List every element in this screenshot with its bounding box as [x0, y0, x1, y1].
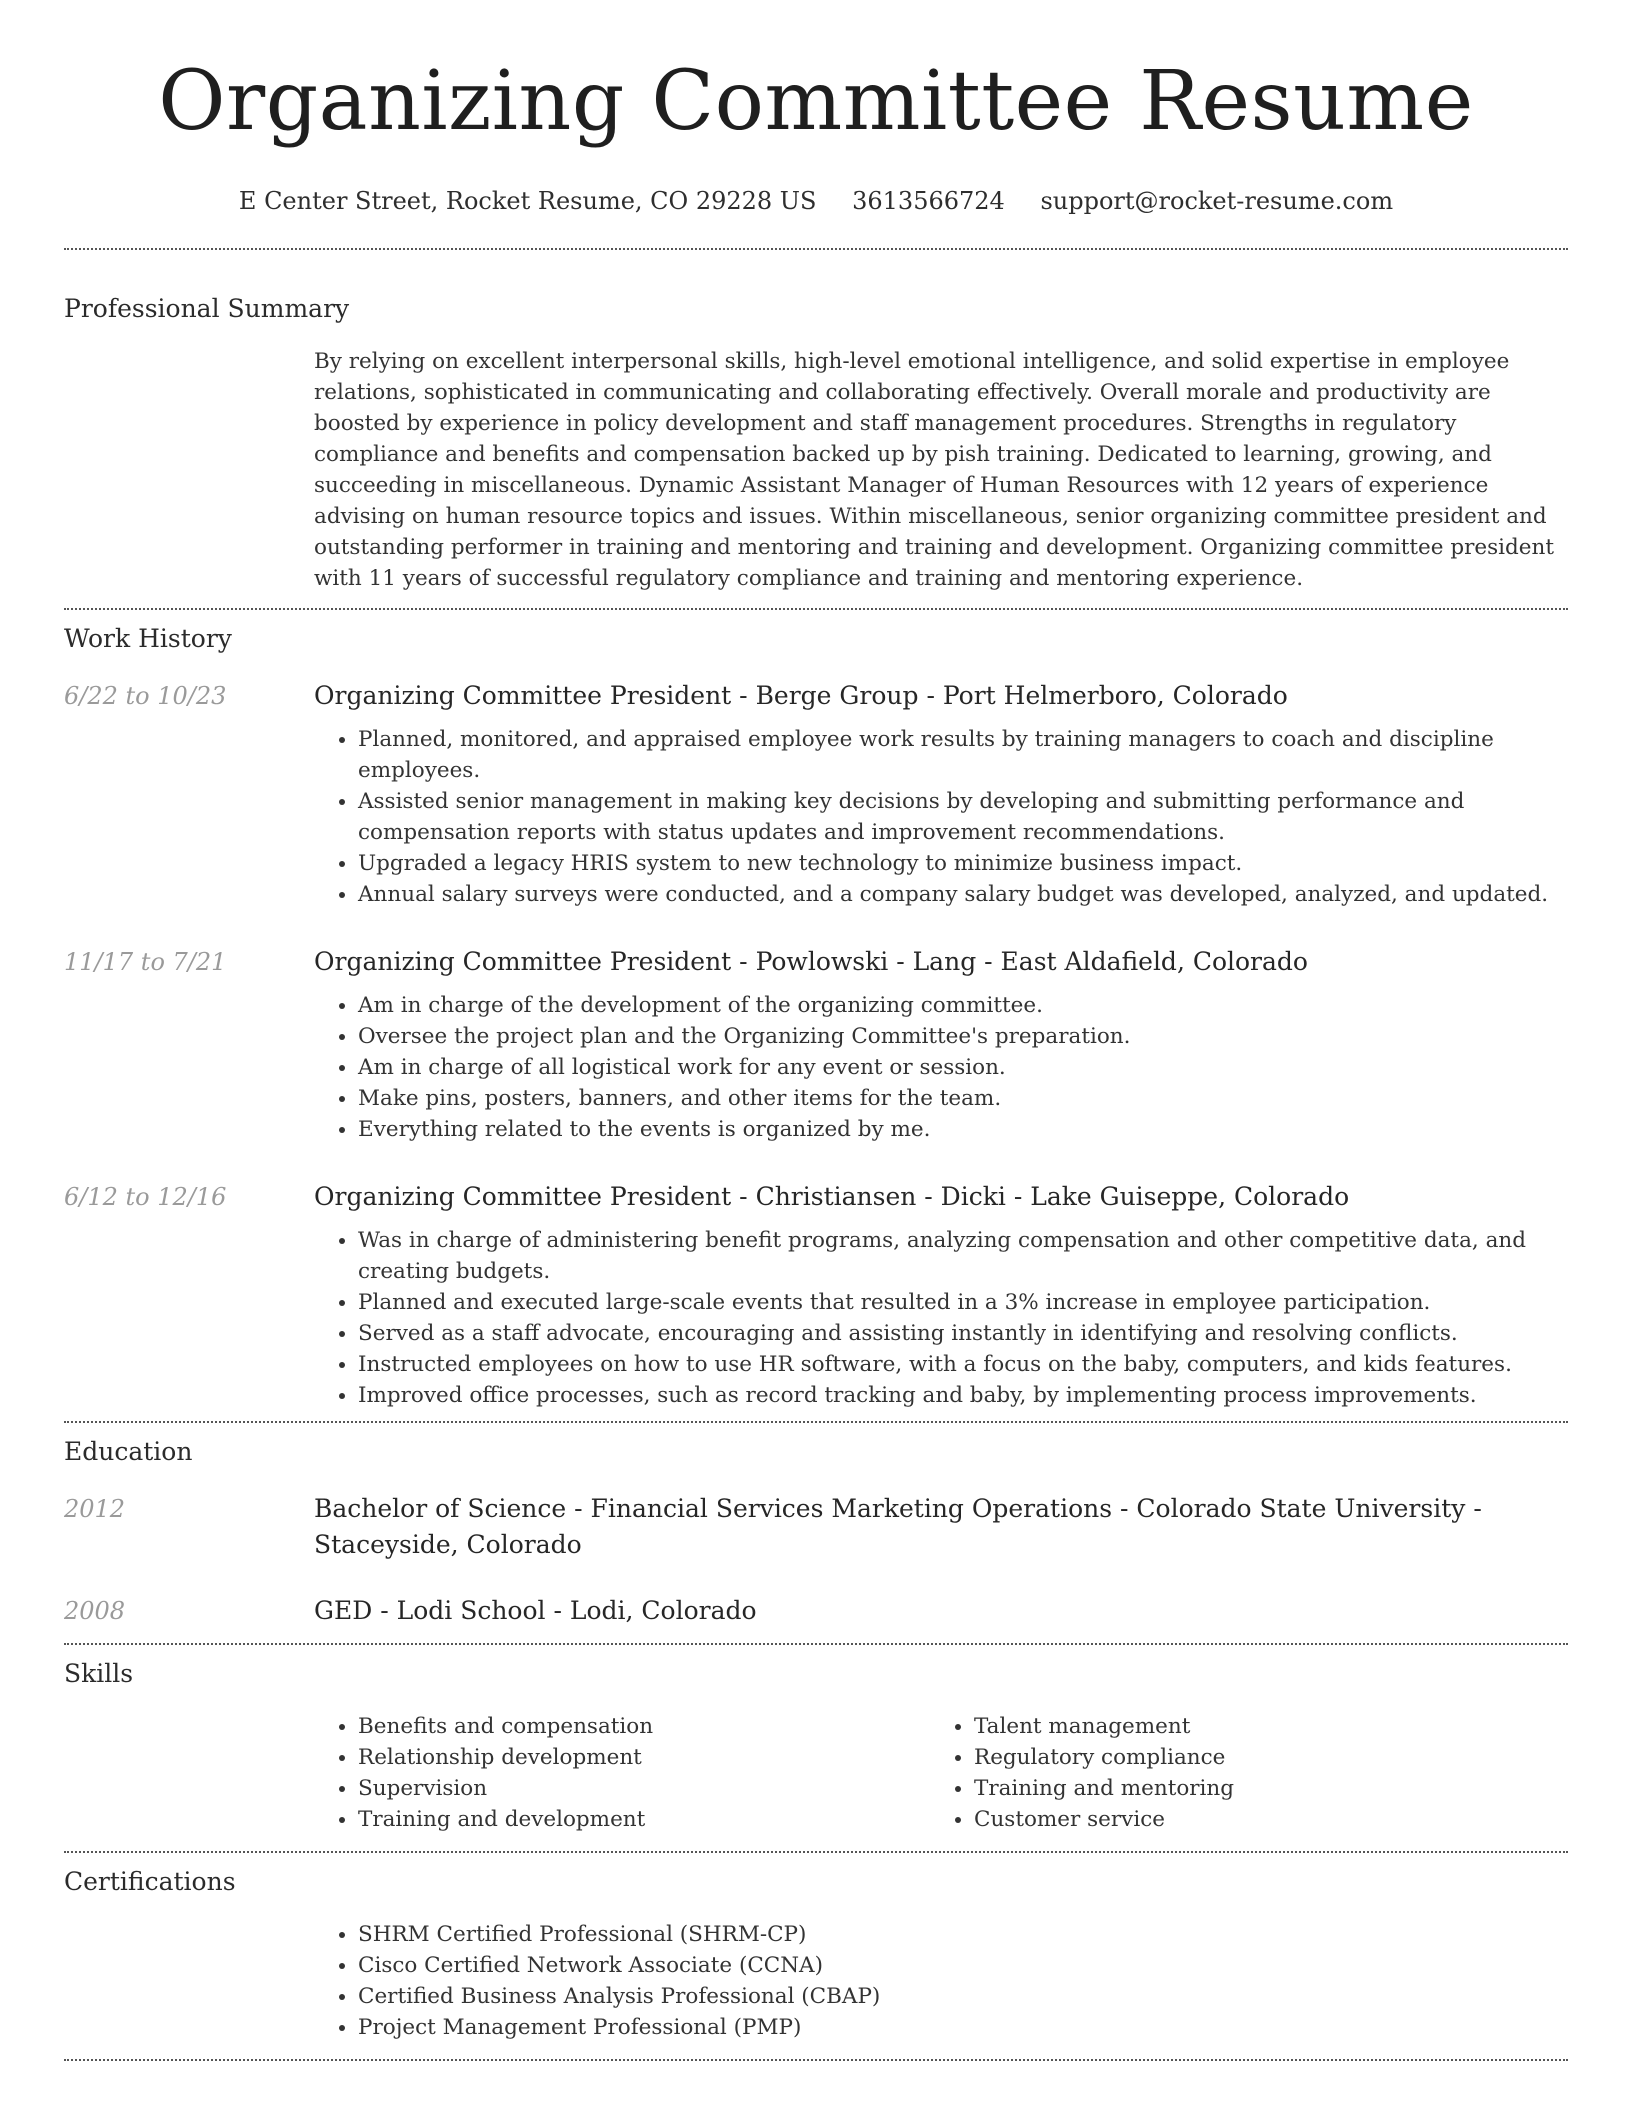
work-bullet: • Oversee the project plan and the Organizing Committee's preparation.: [358, 1021, 1568, 1052]
work-bullet: • Assisted senior management in making key decisions by developing and submitting performance and compensation reports with status updates and improvement recommendations.: [358, 786, 1568, 848]
skill-item: • Supervision: [358, 1773, 930, 1804]
contact-phone: 3613566724: [852, 187, 1005, 215]
skill-item: • Training and development: [358, 1804, 930, 1835]
contact-address: E Center Street, Rocket Resume, CO 29228 US: [238, 187, 817, 215]
work-bullet: • Am in charge of all logistical work for any event or session.: [358, 1052, 1568, 1083]
work-bullet: • Everything related to the events is organized by me.: [358, 1114, 1568, 1145]
work-section-title: Work History: [64, 624, 232, 653]
skill-item: • Customer service: [974, 1804, 1234, 1835]
work-bullet: • Upgraded a legacy HRIS system to new technology to minimize business impact.: [358, 848, 1568, 879]
work-date: 6/12 to 12/16: [64, 1183, 227, 1211]
summary-text: By relying on excellent interpersonal skills, high-level emotional intelligence, and solid expertise in employee relations, sophisticated in communicating and collaborating effectively. Overall morale and productivity are boosted by experience in policy development and staff management procedures. Strengths in regulatory compliance and benefits and compensation backed up by pish training. Dedicated to learning, growing, and succeeding in miscellaneous. Dynamic Assistant Manager of Human Resources with 12 years of experience advising on human resource topics and issues. Within miscellaneous, senior organizing committee president and outstanding performer in training and mentoring and training and development. Organizing committee president with 11 years of successful regulatory compliance and training and mentoring experience.: [314, 349, 1554, 591]
work-date: 11/17 to 7/21: [64, 948, 227, 976]
work-bullet: • Improved office processes, such as record tracking and baby, by implementing process improvements.: [358, 1380, 1568, 1411]
work-heading: Organizing Committee President - Christiansen - Dicki - Lake Guiseppe, Colorado: [314, 1182, 1350, 1211]
skill-item: • Talent management: [974, 1711, 1234, 1742]
education-entry: [64, 1593, 1568, 1629]
work-heading: Organizing Committee President - Berge Group - Port Helmerboro, Colorado: [314, 681, 1288, 710]
work-entry: [64, 944, 1568, 1145]
certification-item: • Cisco Certified Network Associate (CCNA): [358, 1950, 1568, 1981]
skills-column-right: [930, 1711, 1234, 1835]
section-divider: [64, 608, 1568, 610]
certification-item: • SHRM Certified Professional (SHRM-CP): [358, 1919, 1568, 1950]
resume-title: Organizing Committee Resume: [158, 54, 1474, 149]
education-date: 2012: [64, 1495, 126, 1523]
education-entries: [64, 1491, 1568, 1629]
education-body: [314, 1491, 1568, 1563]
contact-line: [64, 186, 1568, 216]
education-section-title: Education: [64, 1437, 193, 1466]
skill-item: • Benefits and compensation: [358, 1711, 930, 1742]
section-divider: [64, 2059, 1568, 2061]
skills-section-title: Skills: [64, 1659, 134, 1688]
section-divider: [64, 1851, 1568, 1853]
work-bullet: • Am in charge of the development of the organizing committee.: [358, 990, 1568, 1021]
work-bullet: • Served as a staff advocate, encouraging and assisting instantly in identifying and resolving conflicts.: [358, 1318, 1568, 1349]
certification-item: • Certified Business Analysis Professional (CBAP): [358, 1981, 1568, 2012]
education-date: 2008: [64, 1597, 126, 1625]
work-entry: [64, 678, 1568, 910]
work-bullets: [314, 990, 1568, 1145]
skills-column-left: [314, 1711, 930, 1835]
work-bullet: • Planned, monitored, and appraised employee work results by training managers to coach and discipline employees.: [358, 724, 1568, 786]
education-body: [314, 1593, 1568, 1629]
work-bullet: • Was in charge of administering benefit programs, analyzing compensation and other competitive data, and creating budgets.: [358, 1225, 1568, 1287]
skill-item: • Training and mentoring: [974, 1773, 1234, 1804]
work-bullet: • Instructed employees on how to use HR software, with a focus on the baby, computers, and kids features.: [358, 1349, 1568, 1380]
certification-item: • Project Management Professional (PMP): [358, 2012, 1568, 2043]
work-body: [314, 944, 1568, 1145]
work-date: 6/22 to 10/23: [64, 682, 227, 710]
work-body: [314, 678, 1568, 910]
education-heading: Bachelor of Science - Financial Services Marketing Operations - Colorado State University - Staceyside, Colorado: [314, 1494, 1482, 1559]
work-bullet: • Make pins, posters, banners, and other items for the team.: [358, 1083, 1568, 1114]
work-bullet: • Annual salary surveys were conducted, and a company salary budget was developed, analyzed, and updated.: [358, 879, 1568, 910]
certifications-section-title: Certifications: [64, 1867, 236, 1896]
work-body: [314, 1179, 1568, 1411]
section-divider: [64, 1643, 1568, 1645]
contact-email[interactable]: support@rocket-resume.com: [1040, 187, 1394, 215]
skills-grid: [314, 1711, 1568, 1835]
section-divider: [64, 1421, 1568, 1423]
section-divider: [64, 248, 1568, 250]
work-bullets: [314, 724, 1568, 910]
skill-item: • Relationship development: [358, 1742, 930, 1773]
summary-section-title: Professional Summary: [64, 294, 350, 323]
skill-item: • Regulatory compliance: [974, 1742, 1234, 1773]
work-heading: Organizing Committee President - Powlowski - Lang - East Aldafield, Colorado: [314, 947, 1308, 976]
work-bullets: [314, 1225, 1568, 1411]
work-entries: [64, 678, 1568, 1411]
education-heading: GED - Lodi School - Lodi, Colorado: [314, 1596, 757, 1625]
work-entry: [64, 1179, 1568, 1411]
education-entry: [64, 1491, 1568, 1563]
work-bullet: • Planned and executed large-scale events that resulted in a 3% increase in employee participation.: [358, 1287, 1568, 1318]
certifications-list: [314, 1919, 1568, 2043]
